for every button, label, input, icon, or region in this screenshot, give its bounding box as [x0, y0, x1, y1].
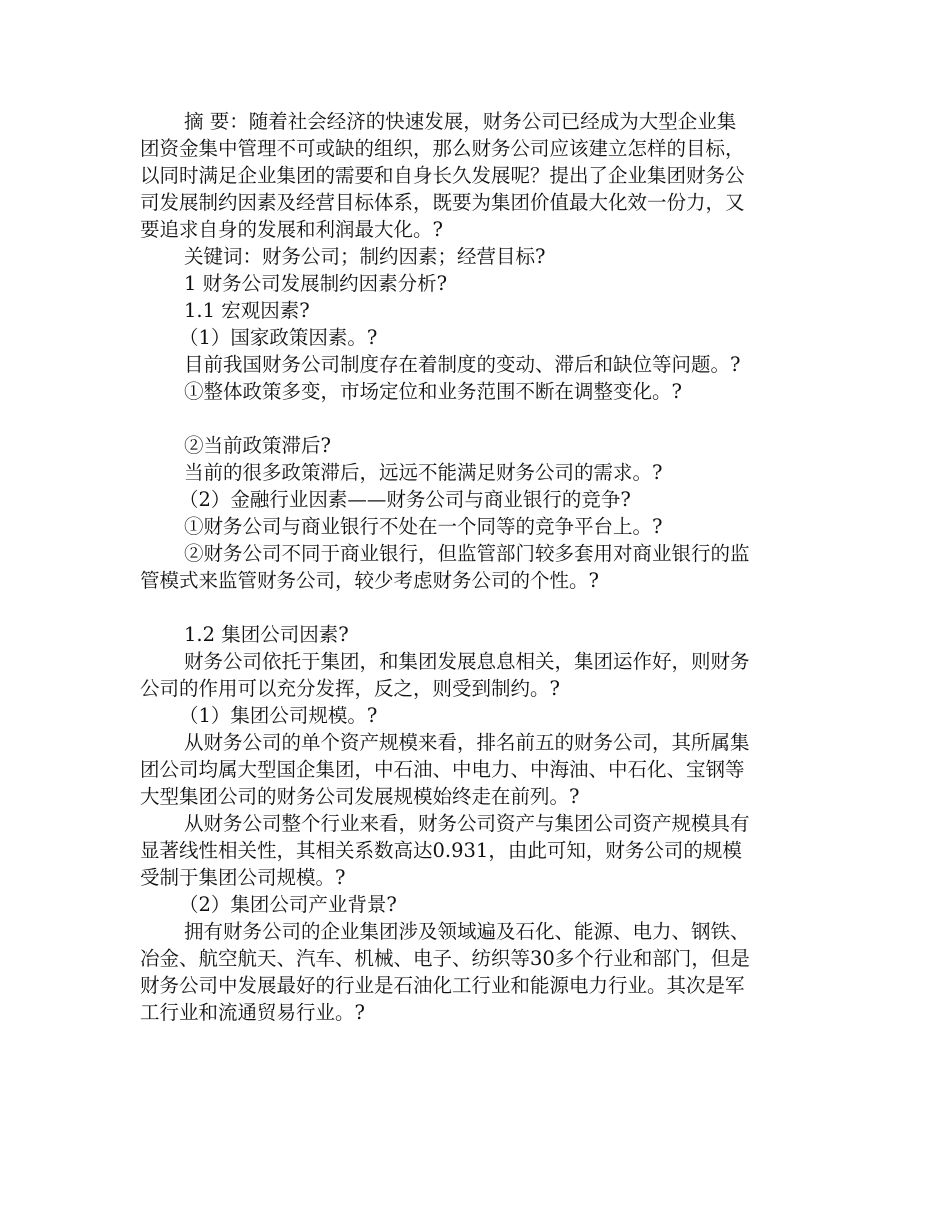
subsection-heading-1-1: 1.1 宏观因素? [184, 299, 310, 322]
document-page [140, 108, 750, 1026]
item-heading-group-scale: （1）集团公司规模。? [179, 704, 378, 727]
body-paragraph: ②当前政策滞后? [184, 434, 331, 457]
item-heading-financial-industry: （2）金融行业因素——财务公司与商业银行的竞争? [179, 488, 631, 511]
blank-line [140, 594, 750, 621]
abstract-paragraph: 摘 要：随着社会经济的快速发展，财务公司已经成为大型企业集团资金集中管理不可或缺的组织，那么财务公司应该建立怎样的目标，以同时满足企业集团的需要和自身长久发展呢？提出了企业集团财务公司发展制约因素及经营目标体系，既要为集团价值最大化效一份力，又要追求自身的发展和利润最大化。? [140, 110, 745, 241]
body-paragraph: ②财务公司不同于商业银行，但监管部门较多套用对商业银行的监管模式来监管财务公司，较少考虑财务公司的个性。? [140, 542, 750, 592]
body-paragraph: ①财务公司与商业银行不处在一个同等的竞争平台上。? [184, 515, 663, 538]
body-paragraph: ①整体政策多变，市场定位和业务范围不断在调整变化。? [184, 380, 682, 403]
item-heading-national-policy: （1）国家政策因素。? [179, 326, 378, 349]
body-paragraph: 从财务公司整个行业来看，财务公司资产与集团公司资产规模具有显著线性相关性，其相关系数高达0.931，由此可知，财务公司的规模受制于集团公司规模。? [140, 812, 750, 889]
blank-line [140, 405, 750, 432]
body-paragraph: 从财务公司的单个资产规模来看，排名前五的财务公司，其所属集团公司均属大型国企集团，中石油、中电力、中海油、中石化、宝钢等大型集团公司的财务公司发展规模始终走在前列。? [140, 731, 750, 808]
item-heading-industry-background: （2）集团公司产业背景? [179, 893, 397, 916]
keywords-paragraph: 关键词：财务公司；制约因素；经营目标? [184, 245, 546, 268]
subsection-heading-1-2: 1.2 集团公司因素? [184, 623, 349, 646]
section-heading-1: 1 财务公司发展制约因素分析? [184, 272, 448, 295]
body-paragraph: 当前的很多政策滞后，远远不能满足财务公司的需求。? [184, 461, 663, 484]
body-paragraph: 财务公司依托于集团，和集团发展息息相关，集团运作好，则财务公司的作用可以充分发挥，反之，则受到制约。? [140, 650, 750, 700]
body-paragraph: 拥有财务公司的企业集团涉及领域遍及石化、能源、电力、钢铁、冶金、航空航天、汽车、机械、电子、纺织等30多个行业和部门，但是财务公司中发展最好的行业是石油化工行业和能源电力行业。其次是军工行业和流通贸易行业。? [140, 920, 750, 1024]
body-paragraph: 目前我国财务公司制度存在着制度的变动、滞后和缺位等问题。? [184, 353, 741, 376]
